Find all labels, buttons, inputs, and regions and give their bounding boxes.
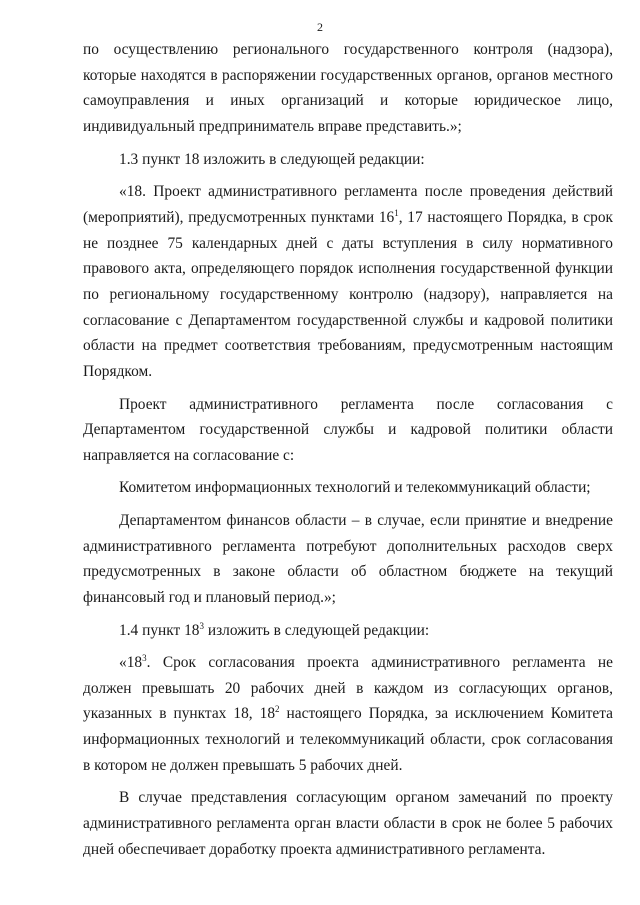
superscript: 2 <box>275 704 280 715</box>
paragraph: В случае представления согласующим органом замечаний по проекту административного регламента орган власти области в срок не более 5 рабочих дней обеспечивает доработку проекта административного регламента. <box>83 789 613 858</box>
paragraph: Департаментом финансов области – в случае, если принятие и внедрение административного регламента потребуют дополнительных расходов сверх предусмотренных в законе области об областном бюджете на текущий финансовый год и плановый период.»; <box>83 511 613 607</box>
paragraph: Комитетом информационных технологий и телекоммуникаций области; <box>119 479 591 497</box>
paragraph: Проект административного регламента после согласования с Департаментом государственной службы и кадровой политики области направляется на согласование с: <box>83 395 613 464</box>
superscript: 3 <box>199 620 204 631</box>
paragraph: 1.3 пункт 18 изложить в следующей редакции: <box>119 150 425 168</box>
paragraph-text: . Срок согласования проекта административного регламента не должен превышать 20 рабочих дней в каждом из согласующих органов, указанных в пунктах 18, 18 <box>83 654 613 723</box>
paragraph-text: «18. Проект административного регламента после проведения действий (мероприятий), предусмотренных пунктами 16 <box>83 183 613 226</box>
paragraph-text: изложить в следующей редакции: <box>204 621 430 639</box>
paragraph-text: настоящего Порядка, за исключением Комитета информационных технологий и телекоммуникаций области, срок согласования в котором не должен превышать 5 рабочих дней. <box>83 705 613 774</box>
paragraph <box>83 618 613 644</box>
paragraph <box>83 650 613 779</box>
document-body <box>83 37 613 869</box>
paragraph <box>83 179 613 385</box>
paragraph-text: «18 <box>119 654 143 672</box>
page-number: 2 <box>317 20 323 34</box>
paragraph: по осуществлению регионального государственного контроля (надзора), которые находятся в распоряжении государственных органов, органов местного самоуправления и иных организаций и которые юридическое лицо, индивидуальный предприниматель вправе представить.»; <box>83 41 613 136</box>
superscript: 1 <box>394 207 399 218</box>
superscript: 3 <box>142 653 147 664</box>
paragraph-text: 1.4 пункт 18 <box>119 621 200 639</box>
paragraph-text: , 17 настоящего Порядка, в срок не позднее 75 календарных дней с даты вступления в силу нормативного правового акта, определяющего порядок исполнения государственной функции по региональному государственному контролю (надзору), направляется на согласование с Департаментом государственной службы и кадровой политики области на предмет соответствия требованиям, предусмотренным настоящим Порядком. <box>83 208 613 381</box>
